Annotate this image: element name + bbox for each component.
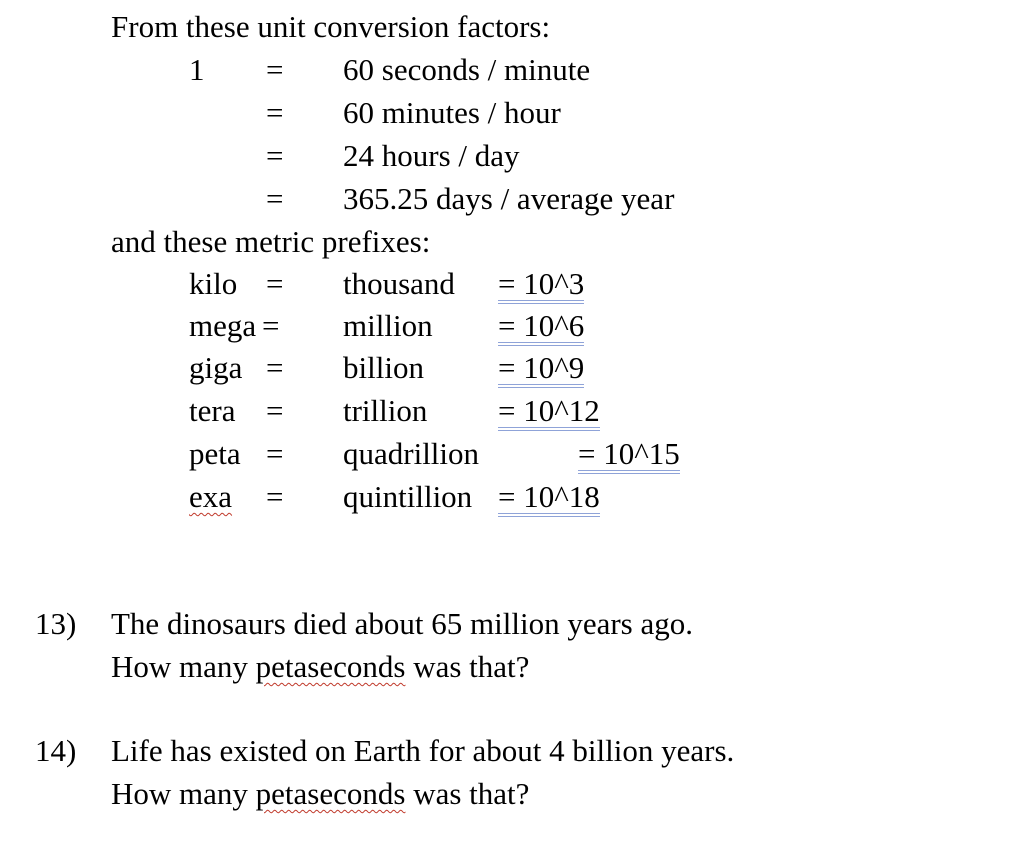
question-text: How many xyxy=(111,649,256,684)
prefix-equals: = xyxy=(266,479,284,514)
question-text: How many xyxy=(111,776,256,811)
prefix-name: exa xyxy=(189,479,233,514)
factor-row: 24 hours / day xyxy=(343,138,520,173)
prefix-word: million xyxy=(343,308,433,343)
factor-equals: = xyxy=(266,95,284,130)
question-text: was that? xyxy=(405,649,530,684)
prefix-name: kilo xyxy=(189,266,238,301)
factor-equals: = xyxy=(266,138,284,173)
prefix-power: = 10^18 xyxy=(498,481,600,517)
prefixes-heading: and these metric prefixes: xyxy=(111,224,431,259)
question-text: was that? xyxy=(405,776,530,811)
prefix-name: giga xyxy=(189,350,243,385)
factor-one: 1 xyxy=(189,52,205,87)
prefix-equals: = xyxy=(266,350,284,385)
prefix-power: = 10^9 xyxy=(498,352,584,388)
prefix-name: peta xyxy=(189,436,241,471)
question-number: 13) xyxy=(35,606,77,641)
question-line xyxy=(111,651,529,682)
prefix-word: quintillion xyxy=(343,479,473,514)
prefix-equals: = xyxy=(266,393,284,428)
prefix-power: = 10^3 xyxy=(498,268,584,304)
intro-heading: From these unit conversion factors: xyxy=(111,9,551,44)
prefix-word: thousand xyxy=(343,266,455,301)
prefix-name: tera xyxy=(189,393,236,428)
factor-row: 365.25 days / average year xyxy=(343,181,675,216)
question-number: 14) xyxy=(35,733,77,768)
question-keyword: petaseconds xyxy=(255,776,406,811)
question-line: Life has existed on Earth for about 4 billion years. xyxy=(111,733,735,768)
factor-row: 60 seconds / minute xyxy=(343,52,591,87)
prefix-word: trillion xyxy=(343,393,428,428)
question-line: The dinosaurs died about 65 million years ago. xyxy=(111,606,693,641)
prefix-power: = 10^6 xyxy=(498,310,584,346)
prefix-equals: = xyxy=(262,308,280,343)
prefix-equals: = xyxy=(266,436,284,471)
factor-row: 60 minutes / hour xyxy=(343,95,561,130)
question-line xyxy=(111,778,529,809)
prefix-power: = 10^15 xyxy=(578,438,680,474)
prefix-equals: = xyxy=(266,266,284,301)
factor-equals: = xyxy=(266,52,284,87)
prefix-power: = 10^12 xyxy=(498,395,600,431)
prefix-word: billion xyxy=(343,350,424,385)
factor-equals: = xyxy=(266,181,284,216)
prefix-name: mega xyxy=(189,308,257,343)
prefix-word: quadrillion xyxy=(343,436,480,471)
question-keyword: petaseconds xyxy=(255,649,406,684)
